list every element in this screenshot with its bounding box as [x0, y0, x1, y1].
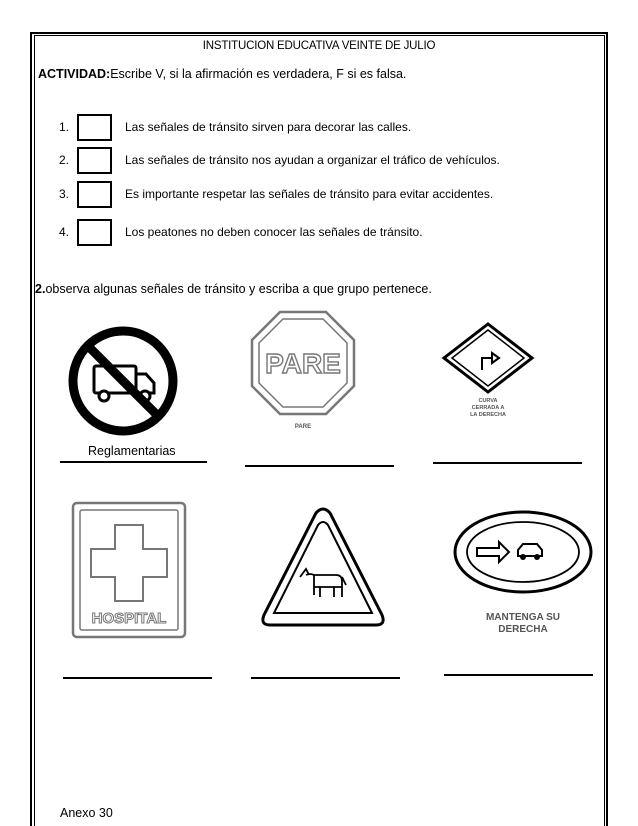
answer-box[interactable]	[77, 181, 112, 208]
statement-number: 3.	[59, 187, 70, 201]
curve-caption-line2: CERRADA A	[471, 405, 505, 411]
activity-instruction	[38, 67, 406, 81]
keep-right-sign-icon	[452, 510, 594, 650]
hospital-sign-icon	[70, 500, 188, 640]
answer-line[interactable]	[63, 677, 212, 679]
answer-line[interactable]	[60, 461, 207, 463]
answer-box[interactable]	[77, 114, 112, 141]
annex-label: Anexo 30	[60, 806, 113, 820]
no-trucks-sign-icon	[68, 326, 178, 436]
section2-instruction	[35, 282, 432, 296]
statement-text: Es importante respetar las señales de tránsito para evitar accidentes.	[125, 187, 494, 201]
statement-text: Los peatones no deben conocer las señales de tránsito.	[125, 225, 423, 239]
keep-right-caption-line2: DERECHA	[498, 624, 548, 635]
stop-sign-caption: PARE	[294, 424, 312, 430]
answer-line[interactable]	[245, 465, 394, 467]
statement-number: 1.	[59, 120, 70, 134]
hospital-sign-text: HOSPITAL	[91, 610, 167, 627]
curve-caption-line3: LA DERECHA	[470, 412, 506, 418]
answer-line[interactable]	[433, 462, 582, 464]
answer-line[interactable]	[444, 674, 593, 676]
section2-number: 2.	[35, 282, 46, 296]
section2-text: observa algunas señales de tránsito y escriba a que grupo pertenece.	[45, 282, 432, 296]
statement-number: 2.	[59, 153, 70, 167]
stop-sign-icon	[248, 308, 358, 434]
school-header: INSTITUCION EDUCATIVA VEINTE DE JULIO	[202, 40, 436, 52]
keep-right-caption-line1: MANTENGA SU	[485, 612, 561, 623]
answer-text: Reglamentarias	[88, 444, 176, 458]
answer-box[interactable]	[77, 147, 112, 174]
statement-text: Las señales de tránsito sirven para decorar las calles.	[125, 120, 412, 134]
curve-caption-line1: CURVA	[478, 398, 498, 404]
statement-number: 4.	[59, 225, 70, 239]
activity-label: ACTIVIDAD:	[38, 67, 111, 81]
statement-text: Las señales de tránsito nos ayudan a organizar el tráfico de vehículos.	[125, 153, 500, 167]
activity-text: Escribe V, si la afirmación es verdadera, F si es falsa.	[110, 67, 407, 81]
sharp-curve-right-sign-icon	[438, 320, 538, 430]
answer-line[interactable]	[251, 677, 400, 679]
answer-box[interactable]	[77, 219, 112, 246]
stop-sign-text: PARE	[265, 348, 341, 379]
animal-crossing-sign-icon	[258, 505, 388, 630]
